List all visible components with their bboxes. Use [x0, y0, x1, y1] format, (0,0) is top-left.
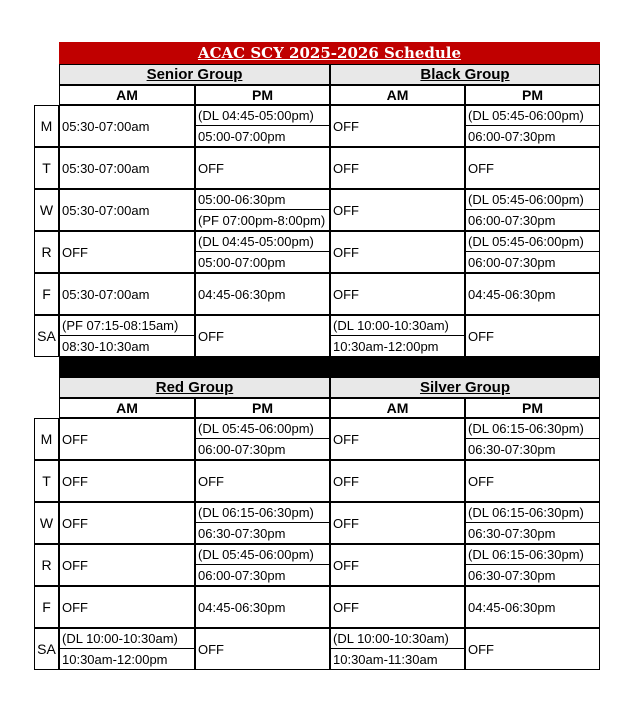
pm-cell: OFF: [195, 147, 330, 189]
time-slot: 06:00-07:30pm: [198, 567, 286, 583]
time-slot: (DL 05:45-06:00pm): [196, 419, 329, 439]
am-cell: [330, 628, 465, 670]
time-slot: (DL 10:00-10:30am): [60, 629, 194, 649]
row-divider: [34, 501, 600, 503]
am-cell: [59, 628, 195, 670]
row-divider: [34, 543, 600, 545]
am-cell: OFF: [330, 189, 465, 231]
schedule-title: ACAC SCY 2025-2026 Schedule: [59, 42, 600, 64]
pm-cell: [195, 105, 330, 147]
am-header: AM: [59, 398, 195, 418]
row-divider: [34, 314, 600, 316]
am-cell: OFF: [330, 273, 465, 315]
pm-header: PM: [465, 85, 600, 105]
pm-cell: OFF: [195, 460, 330, 502]
am-header: AM: [330, 398, 465, 418]
pm-cell: [465, 105, 600, 147]
time-slot: 06:00-07:30pm: [468, 254, 556, 270]
day-label: W: [34, 502, 59, 544]
group-header: [330, 64, 600, 85]
section-divider: [59, 356, 600, 377]
time-slot: (DL 06:15-06:30pm): [466, 419, 599, 439]
day-label: R: [34, 544, 59, 586]
pm-cell: [465, 231, 600, 273]
day-label: T: [34, 147, 59, 189]
pm-cell: OFF: [195, 628, 330, 670]
day-label: M: [34, 105, 59, 147]
day-label: W: [34, 189, 59, 231]
am-header: AM: [59, 85, 195, 105]
time-slot: 10:30am-12:00pm: [333, 338, 439, 354]
day-label: F: [34, 273, 59, 315]
row-divider: [34, 230, 600, 232]
am-cell: OFF: [59, 544, 195, 586]
row-divider: [34, 188, 600, 190]
row-divider: [34, 272, 600, 274]
am-cell: [59, 315, 195, 357]
row-divider: [34, 146, 600, 148]
row-divider: [34, 585, 600, 587]
pm-cell: [195, 231, 330, 273]
day-label: R: [34, 231, 59, 273]
pm-cell: 04:45-06:30pm: [195, 273, 330, 315]
time-slot: 06:30-07:30pm: [468, 525, 556, 541]
pm-cell: OFF: [465, 315, 600, 357]
am-cell: OFF: [330, 418, 465, 460]
pm-cell: [195, 544, 330, 586]
time-slot: (DL 06:15-06:30pm): [466, 545, 599, 565]
time-slot: (DL 05:45-06:00pm): [196, 545, 329, 565]
am-cell: OFF: [59, 502, 195, 544]
time-slot: (PF 07:00pm-8:00pm): [198, 212, 326, 228]
pm-header: PM: [195, 398, 330, 418]
group-name: Black Group: [420, 66, 510, 83]
time-slot: (DL 06:15-06:30pm): [196, 503, 329, 523]
time-slot: (DL 04:45-05:00pm): [196, 106, 329, 126]
time-slot: (DL 05:45-06:00pm): [466, 232, 599, 252]
am-cell: OFF: [330, 147, 465, 189]
am-cell: 05:30-07:00am: [59, 105, 195, 147]
time-slot: 06:00-07:30pm: [468, 212, 556, 228]
time-slot: 05:00-07:00pm: [198, 128, 286, 144]
pm-cell: [465, 502, 600, 544]
pm-cell: [465, 544, 600, 586]
pm-cell: OFF: [465, 460, 600, 502]
time-slot: 05:00-07:00pm: [198, 254, 286, 270]
row-divider: [34, 459, 600, 461]
pm-header: PM: [195, 85, 330, 105]
day-label: F: [34, 586, 59, 628]
am-cell: OFF: [59, 586, 195, 628]
pm-cell: 04:45-06:30pm: [195, 586, 330, 628]
time-slot: 05:00-06:30pm: [196, 190, 329, 210]
am-cell: 05:30-07:00am: [59, 189, 195, 231]
time-slot: (PF 07:15-08:15am): [60, 316, 194, 336]
day-label: M: [34, 418, 59, 460]
time-slot: 10:30am-11:30am: [333, 651, 438, 667]
am-cell: OFF: [330, 502, 465, 544]
time-slot: 08:30-10:30am: [62, 338, 150, 354]
time-slot: (DL 05:45-06:00pm): [466, 106, 599, 126]
time-slot: 06:00-07:30pm: [198, 441, 286, 457]
am-cell: OFF: [330, 460, 465, 502]
am-cell: OFF: [330, 231, 465, 273]
group-name: Red Group: [155, 379, 234, 396]
am-cell: OFF: [59, 231, 195, 273]
am-cell: OFF: [59, 418, 195, 460]
am-cell: OFF: [59, 460, 195, 502]
time-slot: 06:00-07:30pm: [468, 128, 556, 144]
pm-cell: [195, 502, 330, 544]
group-header: [330, 377, 600, 398]
group-header: [59, 64, 330, 85]
time-slot: (DL 04:45-05:00pm): [196, 232, 329, 252]
pm-cell: OFF: [195, 315, 330, 357]
day-label: T: [34, 460, 59, 502]
time-slot: (DL 10:00-10:30am): [331, 316, 464, 336]
pm-cell: [465, 418, 600, 460]
am-cell: 05:30-07:00am: [59, 273, 195, 315]
row-divider: [34, 627, 600, 629]
group-header: [59, 377, 330, 398]
pm-cell: [195, 418, 330, 460]
pm-cell: OFF: [465, 147, 600, 189]
time-slot: (DL 10:00-10:30am): [331, 629, 464, 649]
am-cell: OFF: [330, 586, 465, 628]
am-cell: OFF: [330, 544, 465, 586]
day-label: SA: [34, 315, 59, 357]
time-slot: 06:30-07:30pm: [468, 441, 556, 457]
am-header: AM: [330, 85, 465, 105]
group-name: Silver Group: [419, 379, 511, 396]
am-cell: 05:30-07:00am: [59, 147, 195, 189]
group-name: Senior Group: [146, 66, 243, 83]
pm-cell: OFF: [465, 628, 600, 670]
time-slot: 10:30am-12:00pm: [62, 651, 168, 667]
pm-cell: 04:45-06:30pm: [465, 273, 600, 315]
time-slot: 06:30-07:30pm: [468, 567, 556, 583]
am-cell: OFF: [330, 105, 465, 147]
am-cell: [330, 315, 465, 357]
pm-header: PM: [465, 398, 600, 418]
pm-cell: 04:45-06:30pm: [465, 586, 600, 628]
time-slot: (DL 05:45-06:00pm): [466, 190, 599, 210]
time-slot: (DL 06:15-06:30pm): [466, 503, 599, 523]
pm-cell: [465, 189, 600, 231]
pm-cell: [195, 189, 330, 231]
time-slot: 06:30-07:30pm: [198, 525, 286, 541]
day-label: SA: [34, 628, 59, 670]
